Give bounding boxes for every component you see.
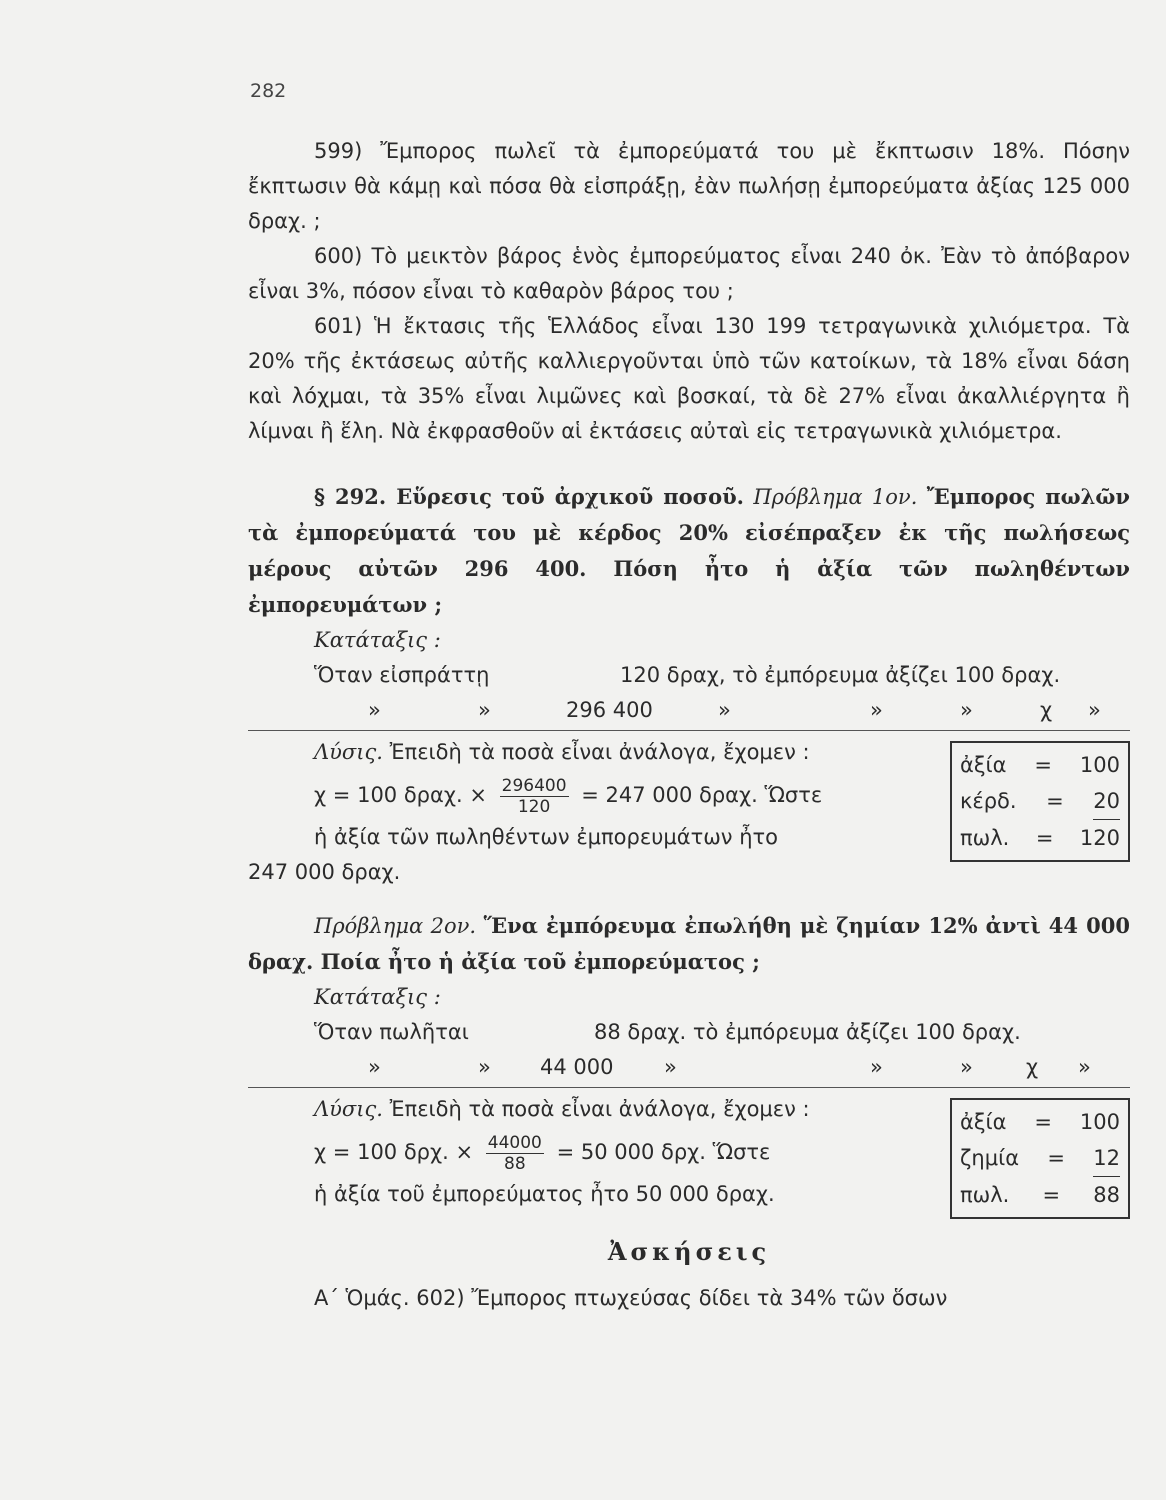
box-label: ἀξία xyxy=(960,1110,1007,1134)
kataxis-cell: » xyxy=(960,698,973,722)
kataxis-cell: » xyxy=(870,698,883,722)
section-292 xyxy=(248,479,1130,623)
kataxis-cell: » xyxy=(664,1055,677,1079)
box-value: 12 xyxy=(1093,1140,1120,1177)
conclusion: ἡ ἀξία τοῦ ἐμπορεύματος ἦτο 50 000 δραχ. xyxy=(314,1182,775,1206)
box-label: κέρδ. xyxy=(960,789,1017,813)
box-value: 20 xyxy=(1093,783,1120,820)
exercises-title: Ἀσκήσεις xyxy=(607,1237,771,1266)
equation-left: χ = 100 δραχ. × xyxy=(314,783,487,807)
equation-right: = 247 000 δραχ. Ὥστε xyxy=(581,783,823,807)
kataxis-cell: Ὅταν πωλῆται xyxy=(314,1020,469,1044)
kataxis-row-1 xyxy=(248,1015,1130,1050)
kataxis-label: Κατάταξις : xyxy=(314,628,441,652)
box-label: πωλ. xyxy=(960,1183,1010,1207)
box-value: 88 xyxy=(1093,1183,1120,1207)
group-label: Α΄ Ὁμάς. xyxy=(314,1286,410,1310)
kataxis-cell: 296 400 xyxy=(566,698,653,722)
divider xyxy=(248,730,1130,731)
equation-left: χ = 100 δρχ. × xyxy=(314,1140,474,1164)
lysis-label: Λύσις. xyxy=(314,1097,383,1121)
exercise-599: 599) Ἔμπορος πωλεῖ τὰ ἐμπορεύματά του μὲ ἔκπτωσιν 18%. Πόσην ἔκπτωσιν θὰ κάμῃ καὶ πόσα θὰ εἰσπράξῃ, ἐὰν πωλήσῃ ἐμπορεύματα ἀξίας 125 000 δραχ. ; xyxy=(248,139,1130,233)
lysis-text: Ἐπειδὴ τὰ ποσὰ εἶναι ἀνάλογα, ἔχομεν : xyxy=(389,740,810,764)
problem-1-kataxis xyxy=(248,623,1130,731)
kataxis-cell: 88 δραχ. τὸ ἐμπόρευμα ἀξίζει 100 δραχ. xyxy=(594,1020,1021,1044)
page-content xyxy=(248,134,1130,1316)
kataxis-cell: » xyxy=(960,1055,973,1079)
exercise-602-text: 602) Ἔμπορος πτωχεύσας δίδει τὰ 34% τῶν ὅσων xyxy=(416,1286,948,1310)
divider xyxy=(248,1087,1130,1088)
kataxis-cell: 44 000 xyxy=(540,1055,614,1079)
fraction-numerator: 44000 xyxy=(487,1132,542,1153)
box-sign: = xyxy=(1034,1110,1053,1134)
kataxis-row-2 xyxy=(248,693,1130,728)
kataxis-cell: 120 δραχ, τὸ ἐμπόρευμα ἀξίζει 100 δραχ. xyxy=(620,663,1061,687)
kataxis-label: Κατάταξις : xyxy=(314,985,441,1009)
exercise-601: 601) Ἡ ἔκτασις τῆς Ἑλλάδος εἶναι 130 199 τετραγωνικὰ χιλιόμετρα. Τὰ 20% τῆς ἐκτάσεως αὐτῆς καλλιεργοῦνται ὑπὸ τῶν κατοίκων, τὰ 18% εἶναι δάση καὶ λόχμαι, τὰ 35% εἶναι λιμῶνες καὶ βοσκαί, τὰ δὲ 27% εἶναι ἀκαλλιέργητα ἢ λίμναι ἢ ἕλη. Νὰ ἐκφρασθοῦν αἱ ἐκτάσεις αὐταὶ εἰς τετραγωνικὰ χιλιόμετρα. xyxy=(248,314,1130,443)
box-sign: = xyxy=(1042,1183,1061,1207)
lysis-text: Ἐπειδὴ τὰ ποσὰ εἶναι ἀνάλογα, ἔχομεν : xyxy=(389,1097,810,1121)
fraction-numerator: 296400 xyxy=(501,775,567,796)
box-value: 100 xyxy=(1079,1110,1120,1134)
box-value: 120 xyxy=(1079,826,1120,850)
kataxis-cell: » xyxy=(368,698,381,722)
kataxis-cell: » xyxy=(478,698,491,722)
problem-2-label: Πρόβλημα 2ον. xyxy=(314,914,477,938)
conclusion-value: 247 000 δραχ. xyxy=(248,860,401,884)
kataxis-row-2 xyxy=(248,1050,1130,1085)
kataxis-cell: » xyxy=(1078,1055,1091,1079)
equation-right: = 50 000 δρχ. Ὥστε xyxy=(556,1140,771,1164)
kataxis-cell: » xyxy=(368,1055,381,1079)
box-sign: = xyxy=(1047,1146,1065,1170)
problem-2-kataxis xyxy=(248,980,1130,1088)
problem-1-solution xyxy=(248,735,1130,890)
summary-box xyxy=(950,1098,1130,1219)
section-heading: § 292. Εὕρεσις τοῦ ἀρχικοῦ ποσοῦ. xyxy=(314,484,744,509)
kataxis-cell: » xyxy=(718,698,731,722)
fraction xyxy=(486,1133,544,1174)
problem-1-label: Πρόβλημα 1ον. xyxy=(753,485,918,509)
box-value: 100 xyxy=(1079,753,1120,777)
fraction-denominator: 120 xyxy=(517,796,551,817)
kataxis-cell: χ xyxy=(1026,1055,1039,1079)
box-label: ἀξία xyxy=(960,753,1007,777)
exercise-600: 600) Τὸ μεικτὸν βάρος ἑνὸς ἐμπορεύματος εἶναι 240 ὀκ. Ἐὰν τὸ ἀπόβαρον εἶναι 3%, πόσον εἶναι τὸ καθαρὸν βάρος του ; xyxy=(248,244,1130,303)
problem-2-statement: Ἕνα ἐμπόρευμα ἐπωλήθη μὲ ζημίαν 12% ἀντὶ 44 000 δραχ. Ποία ἦτο ἡ ἀξία τοῦ ἐμπορεύματος ; xyxy=(248,913,1130,974)
problem-2 xyxy=(248,908,1130,980)
kataxis-cell: » xyxy=(478,1055,491,1079)
box-sign: = xyxy=(1046,789,1064,813)
exercise-602 xyxy=(248,1281,1130,1316)
box-sign: = xyxy=(1034,753,1053,777)
kataxis-cell: Ὅταν εἰσπράττῃ xyxy=(314,663,490,687)
kataxis-cell: χ xyxy=(1040,698,1053,722)
box-sign: = xyxy=(1035,826,1054,850)
kataxis-cell: » xyxy=(1088,698,1101,722)
kataxis-cell: » xyxy=(870,1055,883,1079)
fraction xyxy=(500,776,569,817)
summary-box xyxy=(950,741,1130,862)
lysis-label: Λύσις. xyxy=(314,740,383,764)
box-label: πωλ. xyxy=(960,826,1010,850)
box-label: ζημία xyxy=(960,1146,1020,1170)
kataxis-row-1 xyxy=(248,658,1130,693)
conclusion: ἡ ἀξία τῶν πωληθέντων ἐμπορευμάτων ἦτο xyxy=(314,825,778,849)
page-number: 282 xyxy=(250,80,287,102)
problem-1-statement: Ἔμπορος πωλῶν τὰ ἐμπορεύματά του μὲ κέρδος 20% εἰσέπραξεν ἐκ τῆς πωλήσεως μέρους αὐτῶν 296 400. Πόση ἦτο ἡ ἀξία τῶν πωληθέντων ἐμπορευμάτων ; xyxy=(248,484,1130,617)
problem-2-solution xyxy=(248,1092,1130,1212)
fraction-denominator: 88 xyxy=(504,1153,526,1174)
